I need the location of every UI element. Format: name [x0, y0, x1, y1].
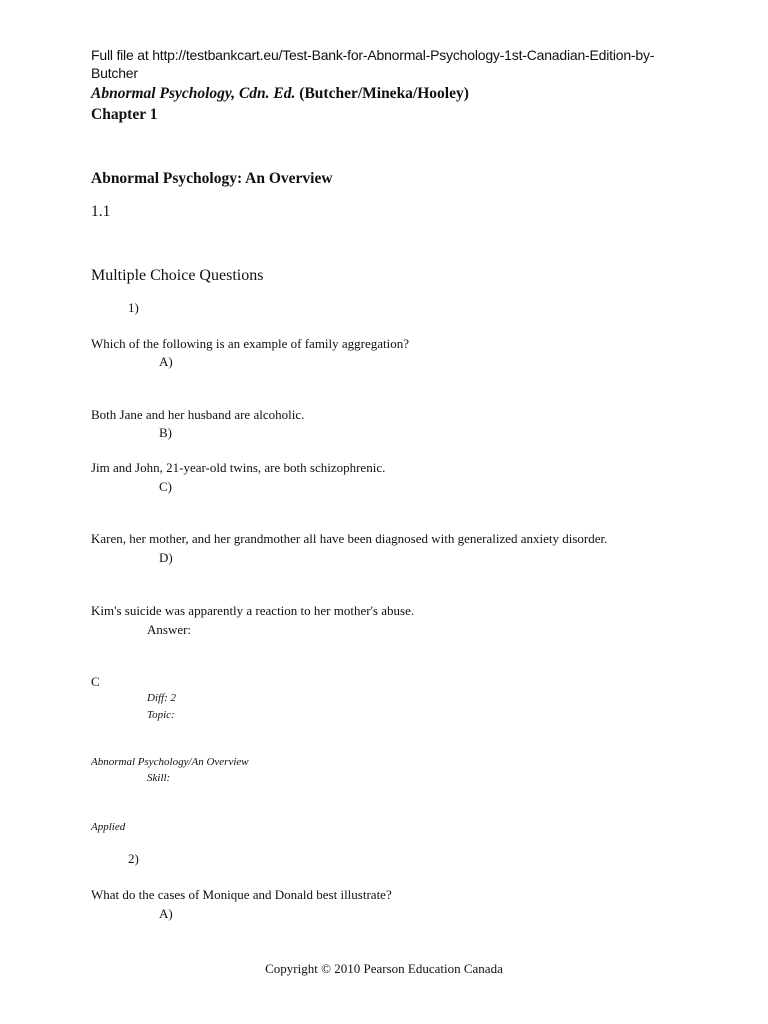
- option-letter: D): [159, 550, 173, 565]
- book-citation: [91, 85, 469, 103]
- topic-value: Abnormal Psychology/An Overview: [91, 756, 249, 768]
- option-text: Jim and John, 21-year-old twins, are both schizophrenic.: [91, 460, 386, 475]
- question-number: 1): [128, 300, 139, 315]
- option-text: Both Jane and her husband are alcoholic.: [91, 407, 305, 422]
- option-letter: C): [159, 479, 172, 494]
- option-text: Kim's suicide was apparently a reaction to her mother's abuse.: [91, 603, 415, 618]
- copyright-footer: Copyright © 2010 Pearson Education Canada: [265, 961, 503, 976]
- chapter-label: Chapter 1: [91, 106, 158, 123]
- section-title: Abnormal Psychology: An Overview: [91, 170, 333, 187]
- question-number: 2): [128, 851, 139, 866]
- option-text: Karen, her mother, and her grandmother all have been diagnosed with generalized anxiety disorder.: [91, 531, 608, 546]
- answer-label: Answer:: [147, 622, 192, 637]
- option-letter: B): [159, 425, 172, 440]
- answer-value: C: [91, 674, 100, 689]
- question-text: What do the cases of Monique and Donald best illustrate?: [91, 887, 392, 902]
- mcq-heading: Multiple Choice Questions: [91, 267, 264, 284]
- book-authors: (Butcher/Mineka/Hooley): [299, 85, 469, 102]
- section-number: 1.1: [91, 203, 111, 220]
- book-title: Abnormal Psychology, Cdn. Ed.: [91, 85, 296, 102]
- question-text: Which of the following is an example of family aggregation?: [91, 336, 410, 351]
- topic-label: Topic:: [147, 709, 175, 721]
- url-line: Full file at http://testbankcart.eu/Test-Bank-for-Abnormal-Psychology-1st-Canadian-Edition-by-Butcher: [91, 47, 655, 81]
- skill-label: Skill:: [147, 772, 171, 784]
- option-letter: A): [159, 354, 173, 369]
- option-letter: A): [159, 906, 173, 921]
- difficulty: Diff: 2: [147, 692, 177, 704]
- skill-value: Applied: [91, 821, 126, 833]
